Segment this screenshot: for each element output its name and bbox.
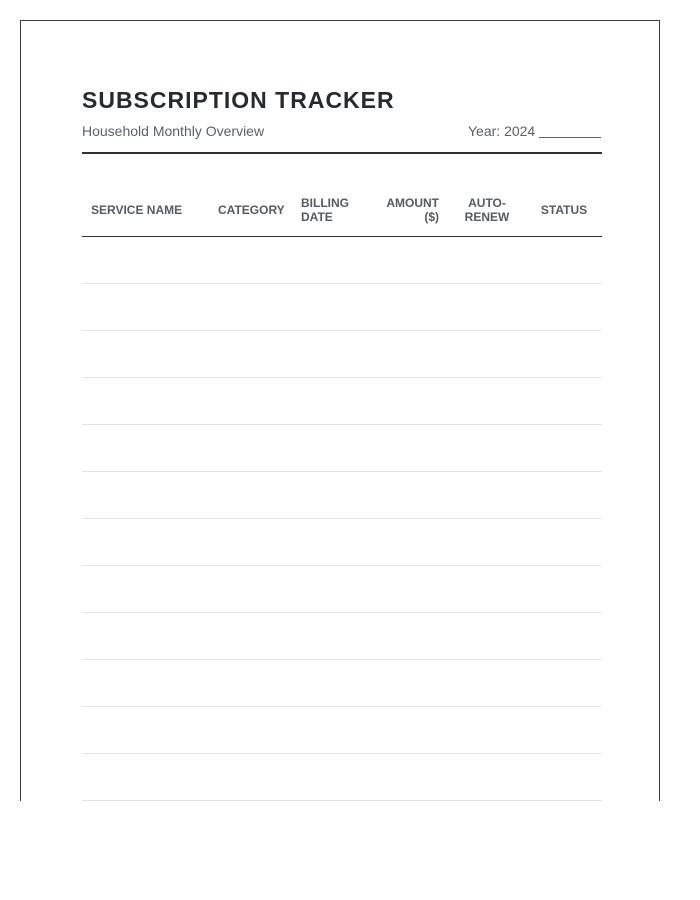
year-field [468, 123, 601, 139]
table-row[interactable] [82, 660, 602, 707]
year-blank-line [539, 137, 601, 138]
table-body [82, 237, 602, 801]
column-header-category: CATEGORY [218, 203, 285, 217]
column-header-auto-renew: AUTO- RENEW [464, 196, 510, 224]
column-header-service-name: SERVICE NAME [91, 203, 183, 217]
table-row[interactable] [82, 378, 602, 425]
header-divider [82, 152, 602, 154]
column-header-status: STATUS [540, 203, 588, 217]
table-row[interactable] [82, 754, 602, 801]
column-header-amount: AMOUNT ($) [386, 196, 439, 224]
table-header [82, 181, 602, 237]
table-row[interactable] [82, 237, 602, 284]
table-row[interactable] [82, 707, 602, 754]
table-row[interactable] [82, 425, 602, 472]
table-row[interactable] [82, 566, 602, 613]
table-row[interactable] [82, 284, 602, 331]
document-title: SUBSCRIPTION TRACKER [82, 87, 395, 113]
document-subtitle: Household Monthly Overview [82, 123, 265, 139]
column-header-billing-date: BILLING DATE [301, 196, 349, 224]
document-page [20, 20, 660, 801]
table-row[interactable] [82, 472, 602, 519]
table-row[interactable] [82, 613, 602, 660]
subscription-table [82, 181, 602, 801]
year-label: Year: 2024 [468, 123, 536, 139]
table-row[interactable] [82, 519, 602, 566]
table-row[interactable] [82, 331, 602, 378]
